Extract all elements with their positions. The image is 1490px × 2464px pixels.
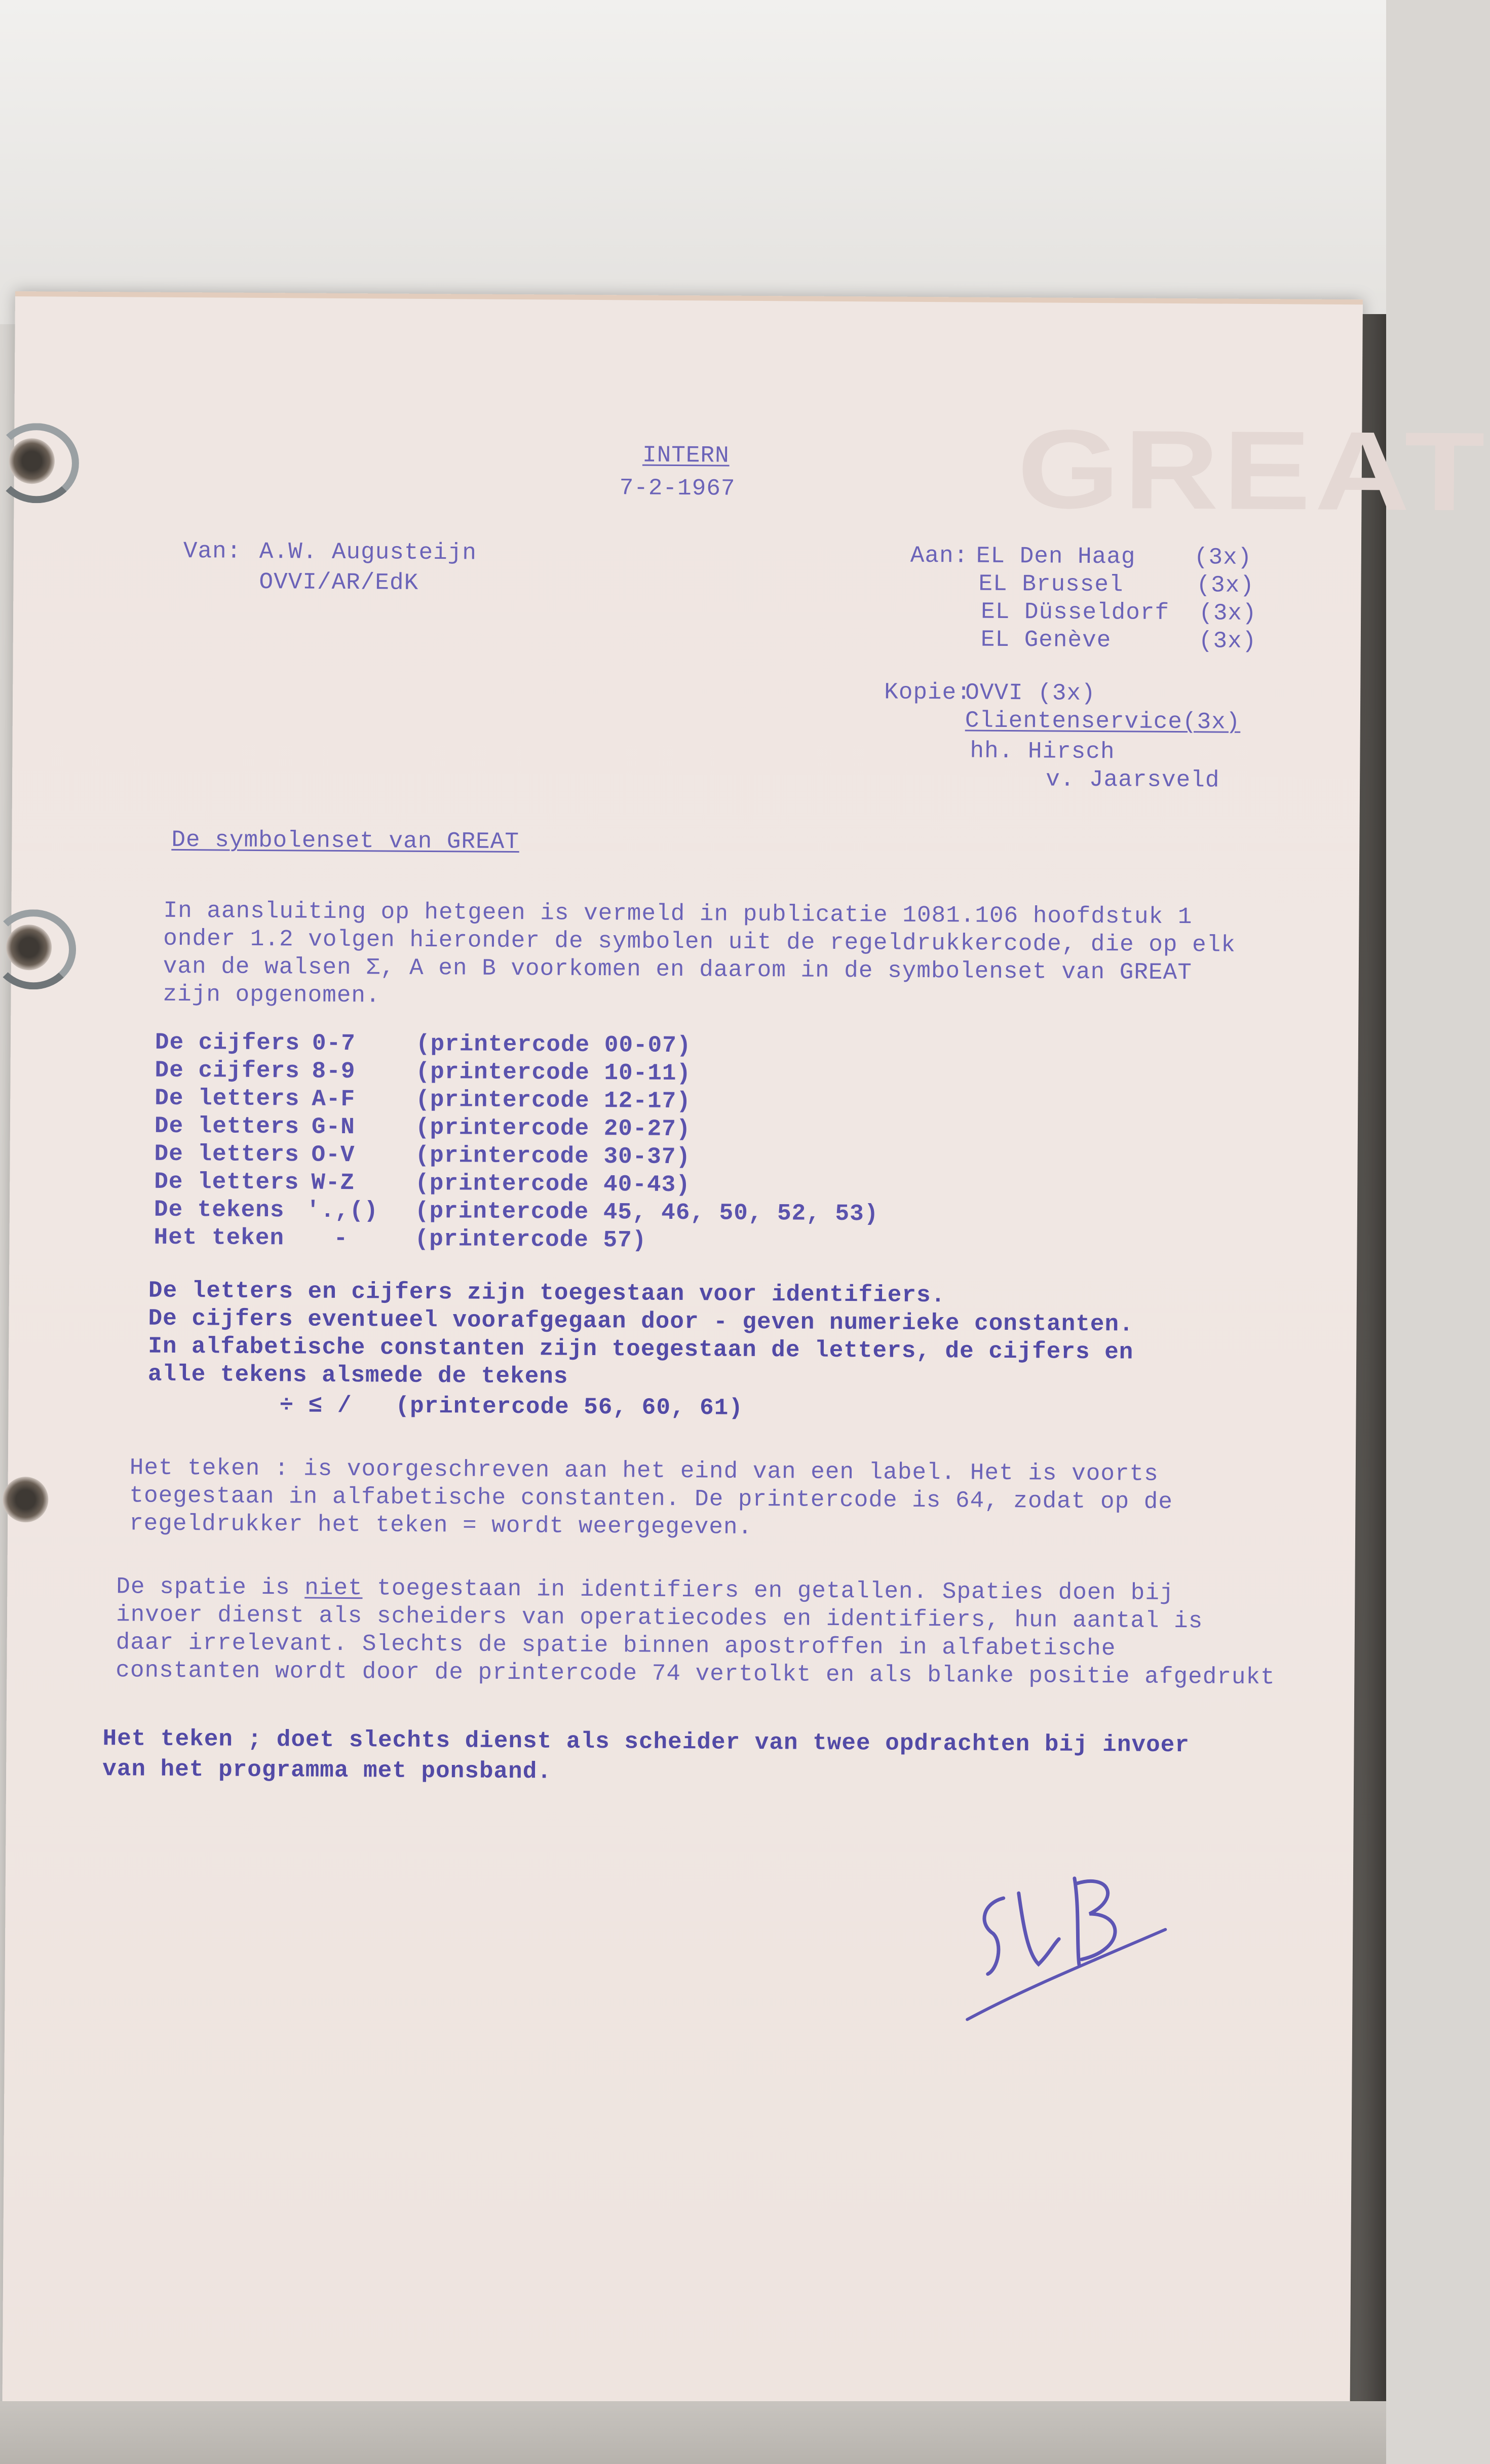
row-code: (printercode 40-43) (415, 1170, 691, 1199)
from-department: OVVI/AR/EdK (259, 568, 419, 596)
row-code: (printercode 10-11) (415, 1058, 692, 1087)
paragraph-line: regeldrukker het teken = wordt weergegeven. (129, 1510, 753, 1541)
paragraph-line: toegestaan in alfabetische constanten. De printercode is 64, zodat op de (129, 1482, 1173, 1516)
to-label: Aan: (910, 542, 969, 569)
text-segment: De spatie is (116, 1573, 305, 1601)
to-recipient-count: (3x) (1196, 572, 1255, 599)
document-date: 7-2-1967 (619, 475, 736, 502)
row-range: '.,() (305, 1197, 379, 1224)
row-label: De letters (155, 1085, 300, 1112)
from-label: Van: (183, 538, 242, 565)
binder-ring (0, 423, 79, 504)
desk-surface (0, 2401, 1386, 2464)
to-recipient-count: (3x) (1199, 600, 1257, 627)
paragraph-line: In alfabetische constanten zijn toegestaan de letters, de cijfers en (148, 1333, 1134, 1366)
paragraph-line: ÷ ≤ / (printercode 56, 60, 61) (279, 1392, 744, 1421)
row-range: O-V (311, 1141, 355, 1169)
row-label: De cijfers (155, 1057, 300, 1085)
to-recipient-count: (3x) (1198, 628, 1257, 654)
classification: INTERN (642, 442, 730, 469)
to-recipient: EL Den Haag (976, 543, 1136, 570)
copy-recipient: v. Jaarsveld (1045, 766, 1220, 794)
row-code: (printercode 57) (414, 1225, 647, 1254)
copy-recipient: hh. Hirsch (970, 738, 1115, 765)
paragraph-line: zijn opgenomen. (163, 981, 380, 1009)
paragraph-line: De letters en cijfers zijn toegestaan voor identifiers. (148, 1277, 946, 1309)
row-range: 8-9 (312, 1058, 356, 1085)
paragraph-line: De cijfers eventueel voorafgegaan door - geven numerieke constanten. (148, 1305, 1134, 1338)
row-range: G-N (311, 1113, 355, 1141)
paragraph-line: daar irrelevant. Slechts de spatie binnen apostroffen in alfabetische (116, 1629, 1116, 1662)
row-code: (printercode 00-07) (415, 1030, 692, 1059)
paragraph-line: invoer dienst als scheiders van operatiecodes en identifiers, hun aantal is (116, 1601, 1203, 1635)
row-range: 0-7 (312, 1030, 356, 1057)
row-label: De tekens (154, 1196, 285, 1224)
paragraph-line: Het teken : is voorgeschreven aan het eind van een label. Het is voorts (129, 1454, 1159, 1487)
paragraph-line: onder 1.2 volgen hieronder de symbolen uit de regeldrukkercode, die op elk (163, 925, 1236, 958)
to-recipient-count: (3x) (1194, 544, 1252, 571)
paragraph-line: van de walsen Σ, A en B voorkomen en daarom in de symbolenset van GREAT (163, 953, 1192, 986)
row-range: A-F (312, 1086, 356, 1113)
to-recipient: EL Düsseldorf (981, 598, 1170, 626)
punch-hole (3, 1477, 49, 1523)
row-range: W-Z (311, 1169, 355, 1197)
copy-recipient: Clientenservice(3x) (965, 707, 1241, 736)
row-label: De letters (154, 1140, 299, 1168)
paragraph-line: constanten wordt door de printercode 74 vertolkt en als blanke positie afgedrukt (116, 1657, 1275, 1691)
table-row (155, 1029, 300, 1057)
row-code: (printercode 45, 46, 50, 52, 53) (414, 1198, 879, 1227)
row-code: (printercode 30-37) (415, 1142, 691, 1171)
watermark-great: GREAT (1017, 406, 1489, 535)
handwritten-signature (972, 1868, 1186, 2031)
from-name: A.W. Augusteijn (259, 538, 477, 566)
text-segment: toegestaan in identifiers en getallen. Spaties doen bij (362, 1575, 1174, 1607)
document-page (2, 291, 1489, 2442)
document-title: De symbolenset van GREAT (171, 826, 520, 856)
emphasis-niet: niet (304, 1574, 363, 1602)
paragraph-line: In aansluiting op hetgeen is vermeld in publicatie 1081.106 hoofdstuk 1 (163, 897, 1193, 931)
row-label: De letters (154, 1168, 299, 1196)
background-desk (0, 0, 1386, 324)
to-recipient: EL Brussel (978, 570, 1124, 598)
row-code: (printercode 12-17) (415, 1086, 691, 1115)
paragraph-line: Het teken ; doet slechts dienst als scheider van twee opdrachten bij invoer (102, 1725, 1190, 1759)
paragraph-line: alle tekens alsmede de tekens (147, 1361, 568, 1390)
row-range: - (333, 1225, 349, 1252)
row-label: Het teken (154, 1224, 285, 1252)
binder-ring (0, 909, 77, 990)
row-label: De cijfers (155, 1029, 300, 1057)
to-recipient: EL Genève (980, 626, 1112, 654)
row-code: (printercode 20-27) (415, 1114, 691, 1143)
paragraph-line: van het programma met ponsband. (102, 1756, 552, 1785)
copies-label: Kopie: (884, 679, 971, 706)
paragraph-line (116, 1573, 1174, 1606)
row-label: De letters (154, 1112, 300, 1140)
copy-recipient: OVVI (3x) (965, 679, 1096, 707)
